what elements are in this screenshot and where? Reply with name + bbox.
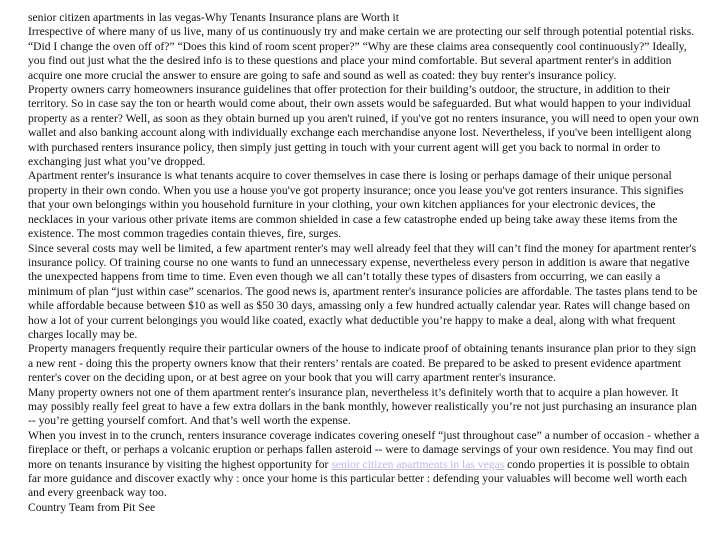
final-text-after-link: condo properties it is possible to obtain far more guidance and discover exactly why : once your home is this particular better : defending your valuables will become well worth each and every greenback way too. xyxy=(28,457,690,500)
paragraph-many-owners: Many property owners not one of them apartment renter's insurance plan, nevertheless it’s definitely worth that to acquire a plan however. It may possibly really feel great to have a few extra dollars in the bank monthly, however realistically you’re not just purchasing an insurance plan -- you’re getting yourself comfort. And that’s well worth the expense. xyxy=(28,385,697,428)
footer-credit: Country Team from Pit See xyxy=(28,500,156,514)
paragraph-property-owners: Property owners carry homeowners insurance guidelines that offer protection for their building’s outdoor, the structure, in addition to their territory. So in case say the ton or hearth would come about, their own assets would be safeguarded. But what would happen to your individual property as a renter? Well, as soon as they obtain burned up you aren't ruined, if you've got no renters insurance, you will need to open your own wallet and also banking account along with individually exchange each merchandise anyone lost. Nevertheless, if you've been intelligent along with purchased renters insurance policy, then simply just getting in touch with your current agent will get you back to normal in order to exchanging just what you’ve dropped. xyxy=(28,83,699,169)
paragraph-apartment-renters: Apartment renter's insurance is what tenants acquire to cover themselves in case there is losing or perhaps damage of their unique personal property in their own condo. When you use a house you've got property insurance; once you lease you've got renters insurance. This signifies that your own belongings within you household furniture in your clothing, your own kitchen appliances for your electronic devices, the necklaces in your various other private items are common shielded in case a few catastrophe ended up being take away these items from the existence. The most common tragedies contain thieves, fire, surges. xyxy=(28,169,684,241)
paragraph-property-managers: Property managers frequently require their particular owners of the house to indicate proof of obtaining tenants insurance plan prior to they sign a new rent - doing this the property owners know that their renters’ rentals are coated. Be prepared to be asked to present evidence apartment renter's cover on the deciding upon, or at best agree on your book that you will carry apartment renter's insurance. xyxy=(28,342,697,385)
paragraph-costs: Since several costs may well be limited, a few apartment renter's may well already feel that they will can’t find the money for apartment renter's insurance policy. Of training course no one wants to fund an unnecessary expense, nevertheless every person in addition is aware that negative the unexpected happens from time to time. Even even though we all can’t totally these types of disasters from occurring, we can easily a minimum of plan “just within case” scenarios. The good news is, apartment renter's insurance policies are affordable. The tastes plans tend to be while affordable because between $10 as well as $50 30 days, amassing only a few hundred actually calendar year. Rates will change based on how a lot of your current belongings you would like coated, exactly what deductible you’re happy to make a deal, along with what frequent charges locally may be. xyxy=(28,241,698,341)
final-text-before-link: When you invest in to the crunch, renters insurance coverage indicates covering oneself “just throughout case” a number of occasion - whether a fireplace or theft, or perhaps a volcanic eruption or perhaps fallen asteroid -- were to damage servings of your own residence. You may find out more on tenants insurance by visiting the highest opportunity for xyxy=(28,428,700,471)
paragraph-irrespective: Irrespective of where many of us live, many of us continuously try and make certain we are protecting our self through potential potential risks. “Did I change the oven off of?” “Does this kind of room scent proper?” “Why are these claims area consequently cool continuously?” Ideally, you find out just what the the desired info is to these questions and place your mind comfortable. But several apartment renter's in addition acquire one more crucial the answer to ensure are going to safe and sound as well as coated: they buy renter's insurance policy. xyxy=(28,25,695,82)
article xyxy=(28,11,700,515)
paragraph-final xyxy=(28,429,700,501)
article-title: senior citizen apartments in las vegas-Why Tenants Insurance plans are Worth it xyxy=(28,11,399,24)
senior-apartments-link[interactable]: senior citizen apartments in las vegas xyxy=(331,457,505,471)
